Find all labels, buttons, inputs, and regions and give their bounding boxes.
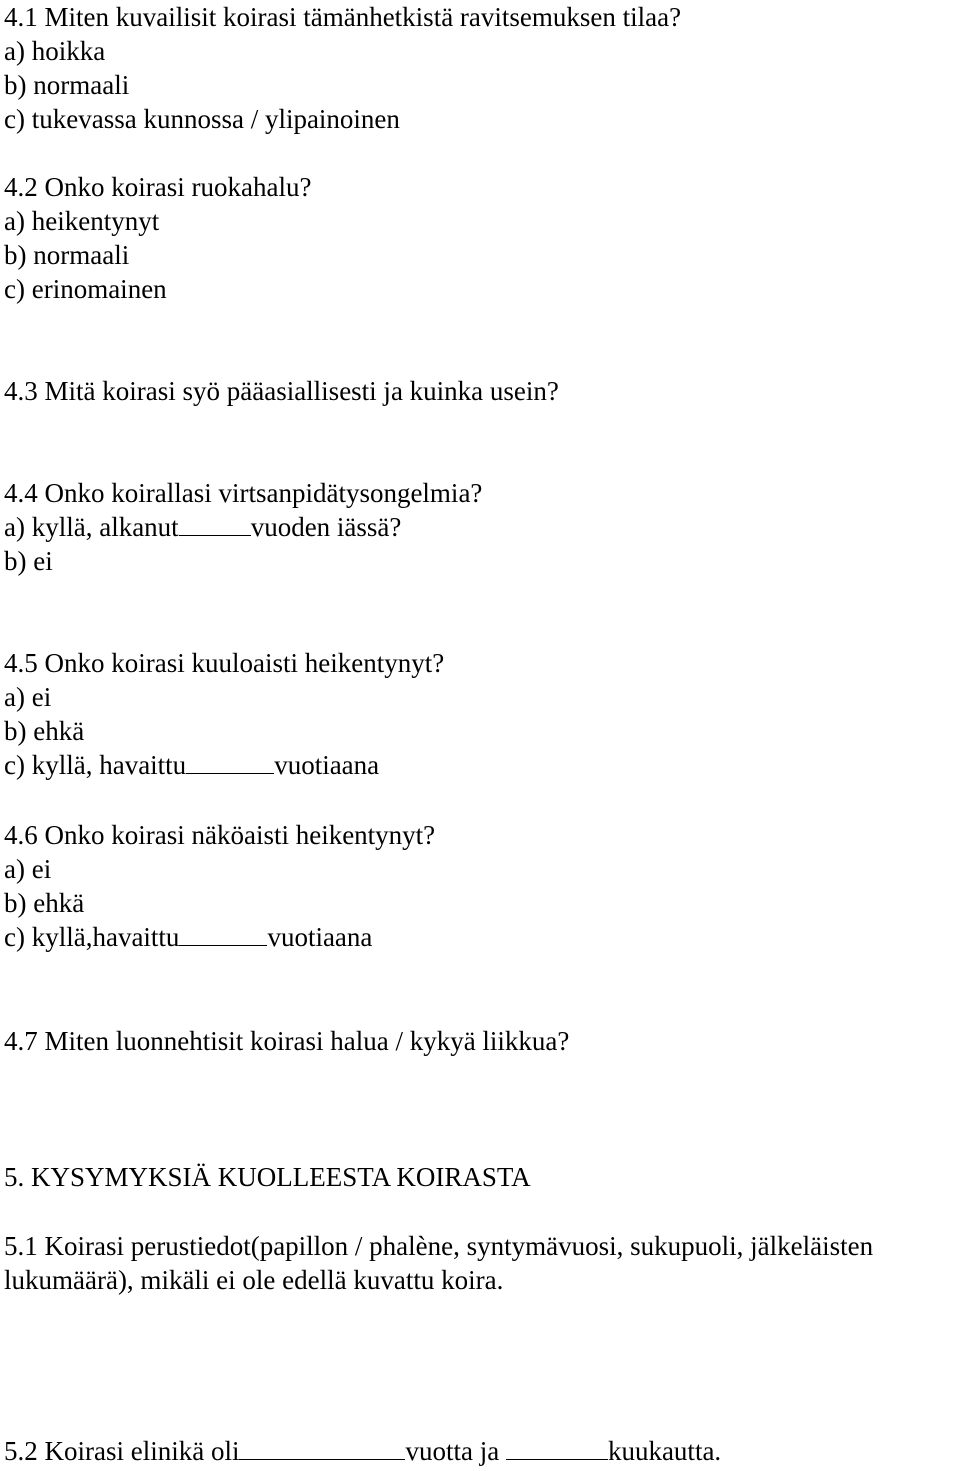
option-4-5-c (4, 748, 379, 782)
option-4-1-c: c) tukevassa kunnossa / ylipainoinen (4, 104, 400, 134)
option-4-6-c-prefix: c) kyllä,havaittu (4, 922, 180, 952)
option-4-4-a (4, 510, 401, 544)
option-4-4-a-prefix: a) kyllä, alkanut (4, 512, 179, 542)
question-4-7: 4.7 Miten luonnehtisit koirasi halua / kykyä liikkua? (4, 1026, 570, 1056)
question-5-2-part1: 5.2 Koirasi elinikä oli (4, 1436, 240, 1466)
blank-line-hearing-age[interactable] (186, 751, 274, 774)
question-5-2 (4, 1434, 721, 1468)
question-5-1-line2: lukumäärä), mikäli ei ole edellä kuvattu koira. (4, 1265, 504, 1295)
question-4-4: 4.4 Onko koirallasi virtsanpidätysongelmia? (4, 478, 483, 508)
option-4-2-a: a) heikentynyt (4, 206, 160, 236)
blank-line-years[interactable] (239, 1437, 405, 1460)
option-4-5-c-suffix: vuotiaana (274, 750, 380, 780)
option-4-5-b: b) ehkä (4, 716, 85, 746)
option-4-6-b: b) ehkä (4, 888, 85, 918)
question-5-2-part3: kuukautta. (607, 1436, 722, 1466)
option-4-5-a: a) ei (4, 682, 52, 712)
option-4-1-a: a) hoikka (4, 36, 106, 66)
option-4-4-a-suffix: vuoden iässä? (250, 512, 402, 542)
question-5-2-part2: vuotta ja (405, 1436, 500, 1466)
option-4-4-b: b) ei (4, 546, 53, 576)
option-4-2-c: c) erinomainen (4, 274, 167, 304)
blank-line-months[interactable] (506, 1437, 608, 1460)
section-5-heading: 5. KYSYMYKSIÄ KUOLLEESTA KOIRASTA (4, 1162, 531, 1192)
option-4-6-c-suffix: vuotiaana (267, 922, 373, 952)
question-4-2: 4.2 Onko koirasi ruokahalu? (4, 172, 312, 202)
question-4-5: 4.5 Onko koirasi kuuloaisti heikentynyt? (4, 648, 445, 678)
option-4-6-c (4, 920, 372, 954)
option-4-1-b: b) normaali (4, 70, 130, 100)
question-4-1: 4.1 Miten kuvailisit koirasi tämänhetkistä ravitsemuksen tilaa? (4, 2, 682, 32)
blank-line-vision-age[interactable] (179, 923, 267, 946)
option-4-6-a: a) ei (4, 854, 52, 884)
option-4-2-b: b) normaali (4, 240, 130, 270)
option-4-5-c-prefix: c) kyllä, havaittu (4, 750, 187, 780)
question-5-1-line1: 5.1 Koirasi perustiedot(papillon / phalène, syntymävuosi, sukupuoli, jälkeläisten (4, 1231, 874, 1261)
blank-line-start-age[interactable] (179, 513, 251, 536)
question-4-6: 4.6 Onko koirasi näköaisti heikentynyt? (4, 820, 436, 850)
question-4-3: 4.3 Mitä koirasi syö pääasiallisesti ja kuinka usein? (4, 376, 559, 406)
